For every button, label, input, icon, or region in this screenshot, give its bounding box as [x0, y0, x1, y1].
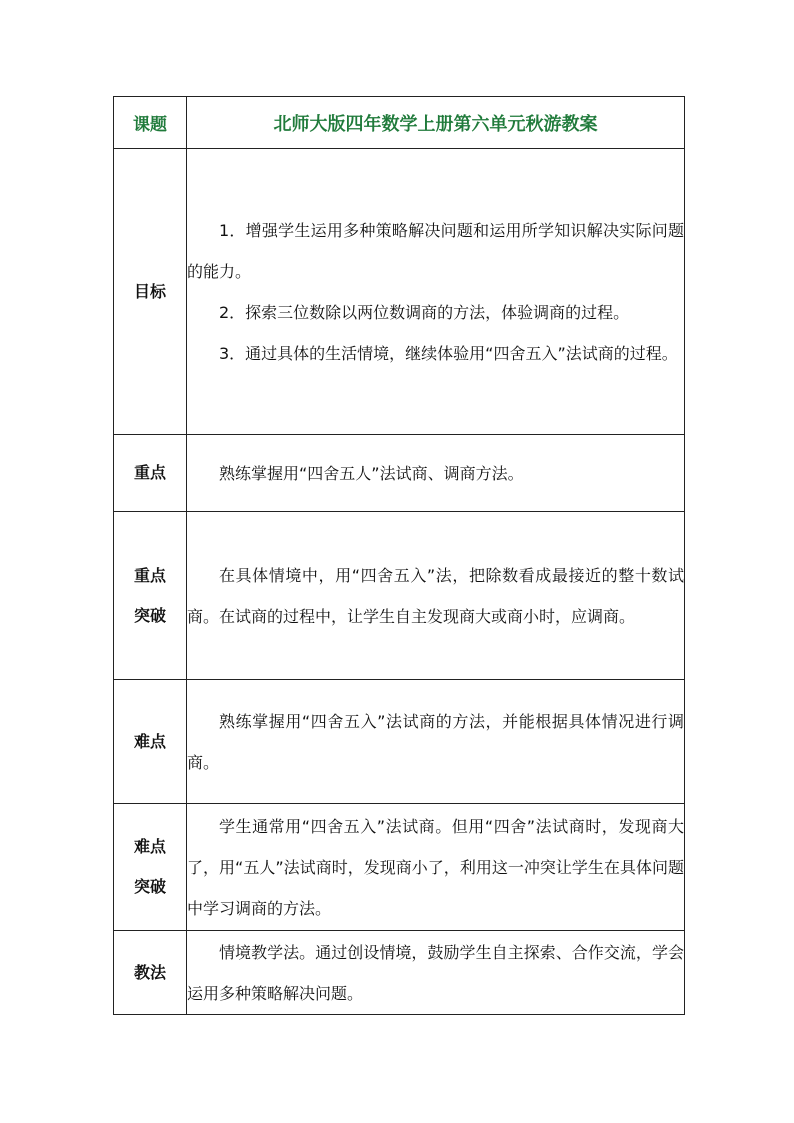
row-label-line: 难点 [133, 837, 166, 856]
table-row-difficulty [114, 680, 685, 804]
topic-label: 课题 [114, 97, 187, 149]
difficulty-label [114, 680, 187, 804]
difficulty-text: 熟练掌握用“四舍五入”法试商的方法，并能根据具体情况进行调商。 [187, 711, 684, 772]
table-row-header [114, 97, 685, 149]
lesson-plan-table [113, 96, 685, 1015]
difficulty-content [187, 680, 685, 804]
row-label-line: 突破 [133, 605, 166, 625]
teaching-method-label [114, 931, 187, 1015]
row-label-line: 突破 [133, 877, 166, 896]
table-row-difficulty-breakthrough [114, 804, 685, 931]
difficulty-breakthrough-label [114, 804, 187, 931]
table-row-teaching-method [114, 931, 685, 1015]
table-row-key-point-breakthrough [114, 512, 685, 680]
row-label-line: 教法 [133, 962, 166, 982]
difficulty-breakthrough-text: 学生通常用“四舍五入”法试商。但用“四舍”法试商时，发现商大了，用“五人”法试商时，发现商小了，利用这一冲突让学生在具体问题中学习调商的方法。 [187, 816, 684, 918]
row-label-line: 目标 [133, 281, 166, 301]
key-point-breakthrough-text: 在具体情境中，用“四舍五入”法，把除数看成最接近的整十数试商。在试商的过程中，让学生自主发现商大或商小时，应调商。 [187, 565, 684, 626]
row-label-line: 重点 [133, 565, 166, 585]
objectives-content [187, 149, 685, 435]
table-row-objectives [114, 149, 685, 435]
key-point-label [114, 435, 187, 512]
objective-item-2: 2．探索三位数除以两位数调商的方法，体验调商的过程。 [219, 302, 630, 322]
objectives-label [114, 149, 187, 435]
objective-item-1: 1．增强学生运用多种策略解决问题和运用所学知识解决实际问题的能力。 [187, 220, 684, 281]
key-point-breakthrough-content [187, 512, 685, 680]
row-label-line: 重点 [133, 463, 166, 482]
key-point-breakthrough-label [114, 512, 187, 680]
objective-item-3: 3．通过具体的生活情境，继续体验用“四舍五入”法试商的过程。 [219, 343, 678, 363]
table-row-key-point [114, 435, 685, 512]
difficulty-breakthrough-content [187, 804, 685, 931]
teaching-method-text: 情境教学法。通过创设情境，鼓励学生自主探索、合作交流，学会运用多种策略解决问题。 [187, 942, 684, 1003]
key-point-text: 熟练掌握用“四舍五人”法试商、调商方法。 [219, 463, 524, 483]
lesson-title: 北师大版四年数学上册第六单元秋游教案 [187, 97, 685, 149]
row-label-line: 难点 [133, 731, 166, 751]
teaching-method-content [187, 931, 685, 1015]
key-point-content [187, 435, 685, 512]
